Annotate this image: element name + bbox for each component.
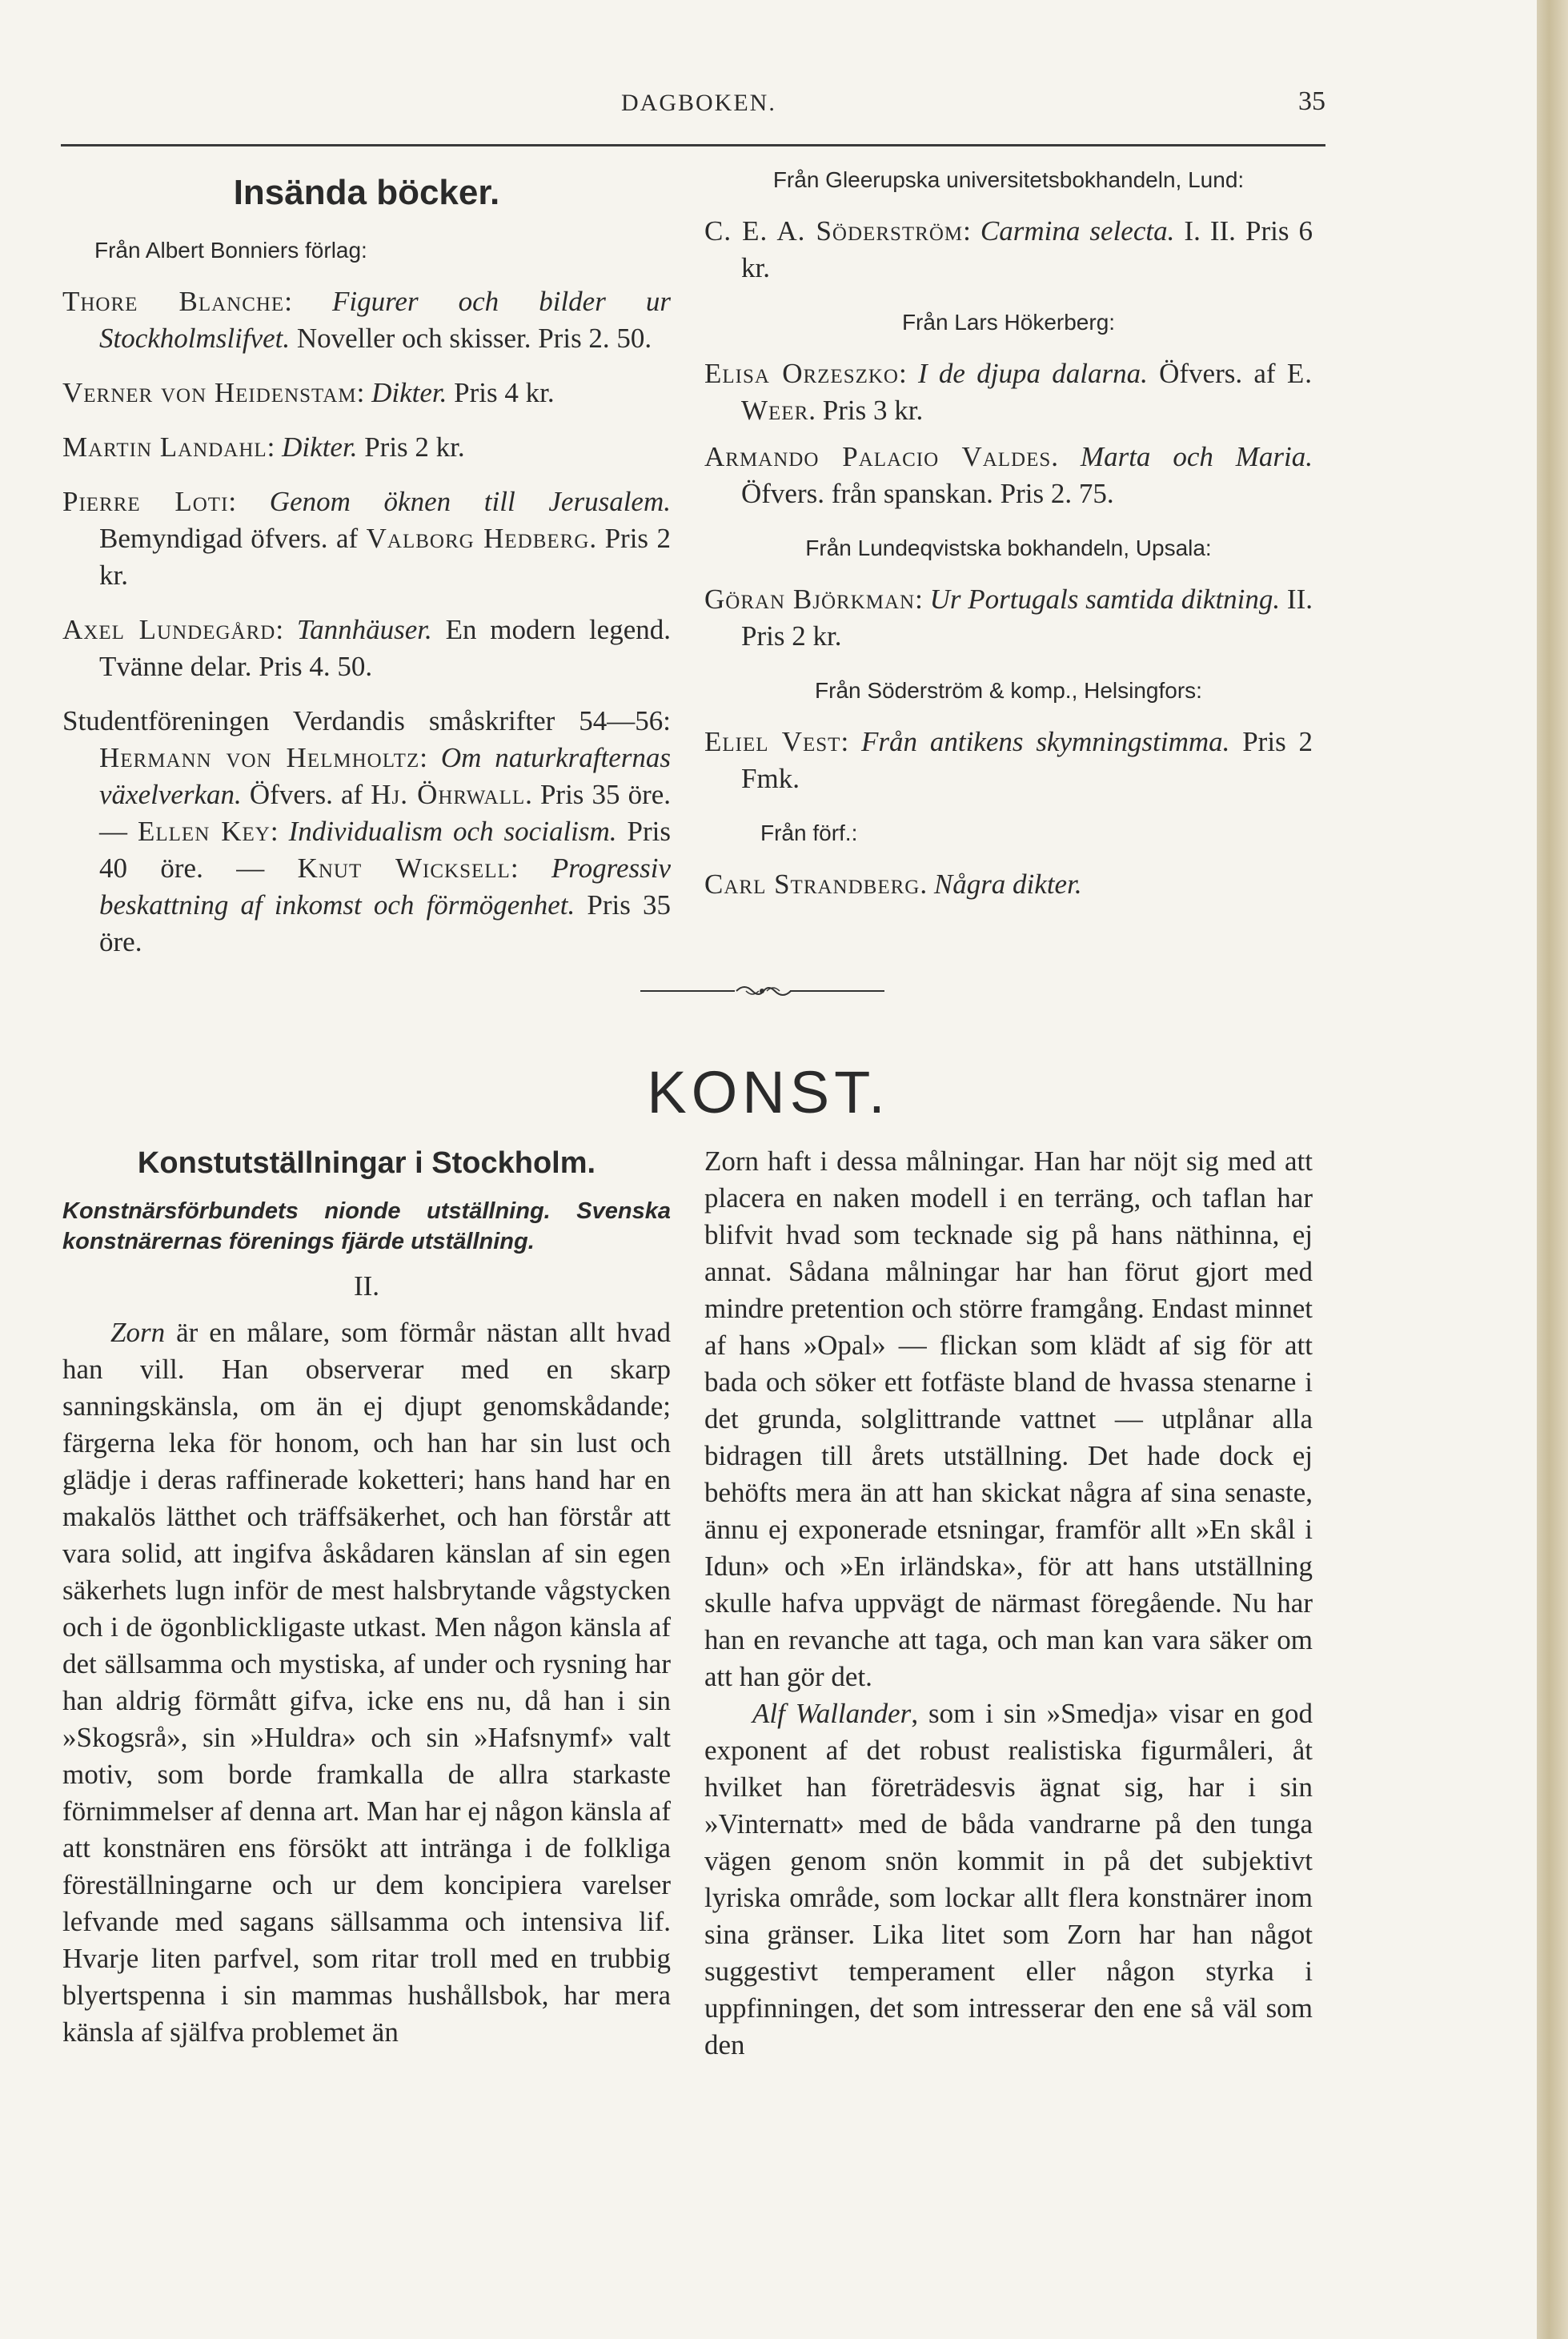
author-name: Thore Blanche bbox=[62, 286, 285, 317]
book-entry: Verner von Heidenstam: Dikter. Pris 4 kr. bbox=[62, 377, 555, 408]
book-entry: Carl Strandberg. Några dikter. bbox=[704, 869, 1082, 900]
artist-name: Zorn bbox=[110, 1317, 166, 1348]
publisher-source: Från Söderström & komp., Helsingfors: bbox=[815, 678, 1202, 703]
publisher-source: Från Lundeqvistska bokhandeln, Upsala: bbox=[805, 536, 1212, 560]
right-column bbox=[704, 162, 1313, 921]
book-title: Dikter. bbox=[371, 377, 447, 408]
artist-name: Alf Wallander bbox=[752, 1698, 912, 1729]
page-header bbox=[61, 80, 1325, 146]
page-number: 35 bbox=[1298, 86, 1325, 116]
book-entry: Elisa Orzeszko: I de djupa dalarna. Öfvers. af E. Weer. Pris 3 kr. bbox=[704, 358, 1313, 426]
author-name: Verner von Heidenstam bbox=[62, 377, 357, 408]
left-column bbox=[62, 175, 671, 978]
book-title: Dikter. bbox=[282, 431, 358, 463]
book-title: Genom öknen till Jerusalem. bbox=[269, 486, 671, 517]
book-title: Figurer och bilder ur Stockholmslifvet. bbox=[99, 286, 671, 354]
author-name: Martin Landahl bbox=[62, 431, 267, 463]
book-entry: Göran Björkman: Ur Portugals samtida diktning. II. Pris 2 kr. bbox=[704, 584, 1313, 652]
book-entry: Pierre Loti: Genom öknen till Jerusalem. Bemyndigad öfvers. af Valborg Hedberg. Pris 2 kr. bbox=[62, 486, 671, 591]
book-entry: Armando Palacio Valdes. Marta och Maria. Öfvers. från spanskan. Pris 2. 75. bbox=[704, 441, 1313, 509]
ornamental-divider bbox=[640, 981, 884, 1001]
article-paragraph: Alf Wallander, som i sin »Smedja» visar en god exponent af det robust realistiska figurmåleri, åt hvilket han företrädesvis ägnat sig, har i sin »Vinternatt» med de båda vandrarne på den tunga vägen genom snön kommit in på det subjektivt lyriska område, som lockar allt flera konstnärer inom sina gränser. Lika litet som Zorn har han något suggestivt temperament eller någon styrka i uppfinningen, det som intresserar den ene så väl som den bbox=[704, 1698, 1313, 2060]
binding-edge bbox=[1537, 0, 1568, 2339]
book-title: Tannhäuser. bbox=[296, 614, 432, 645]
article-column-left bbox=[62, 1145, 671, 2068]
article-column-right bbox=[704, 1143, 1313, 2081]
running-title: DAGBOKEN. bbox=[621, 90, 776, 116]
publisher-source: Från Albert Bonniers förlag: bbox=[94, 238, 367, 263]
publisher-source: Från förf.: bbox=[760, 820, 858, 845]
translator-name: Valborg Hedberg bbox=[366, 523, 590, 554]
section-heading: Insända böcker. bbox=[233, 173, 500, 212]
section-title: KONST. bbox=[647, 1059, 890, 1125]
publisher-source: Från Lars Hökerberg: bbox=[901, 310, 1116, 335]
verdandi-entry: Studentföreningen Verdandis småskrifter 54—56: Hermann von Helmholtz: Om naturkrafternas växelverkan. Öfvers. af Hj. Öhrwall. Pris 35 öre. — Ellen Key: Individualism och socialism. Pris 40 öre. — Knut Wicksell: Progressiv beskattning af inkomst och förmögenhet. Pris 35 öre. bbox=[62, 705, 672, 957]
book-entry: Axel Lundegård: Tannhäuser. En modern legend. Tvänne delar. Pris 4. 50. bbox=[62, 614, 671, 682]
article-subtitle: Konstnärsförbundets nionde utställning. Svenska konstnärernas förenings fjärde utställning. bbox=[62, 1198, 671, 1254]
book-entry: Martin Landahl: Dikter. Pris 2 kr. bbox=[62, 431, 465, 463]
book-entry: Thore Blanche: Figurer och bilder ur Stockholmslifvet. Noveller och skisser. Pris 2. 50. bbox=[62, 286, 671, 354]
article-paragraph: Zorn är en målare, som förmår nästan allt hvad han vill. Han observerar med en skarp sanningskänsla, om än ej djupt genomskådande; färgerna leka för honom, och han har sin lust och glädje i deras raffinerade koketteri; hans hand har en makalös lätthet och träffsäkerhet, och han förstår att vara solid, att ingifva åskådaren känslan af sin egen säkerhets lugn inför de mest halsbrytande vågstycken och i de ögonblickligaste utkast. Men någon känsla af det sällsamma och mystiska, af under och rysning har han aldrig förmått gifva, icke ens nu, då han i sin »Skogsrå», sin »Huldra» och sin »Hafsnymf» valt motiv, som borde framkalla de allra starkaste förnimmelser af denna art. Man har ej någon känsla af att konstnären ens försökt att intränga i de folkliga föreställningarne och ur dem koncipiera varelser lefvande med sagans sällsamma och intensiva lif. Hvarje liten parfvel, som ritar troll med en trubbig blyertspenna i sin mammas hushållsbok, har mera känsla af själfva problemet än bbox=[62, 1317, 671, 2048]
book-entry: C. E. A. Söderström: Carmina selecta. I. II. Pris 6 kr. bbox=[704, 215, 1313, 283]
author-name: Pierre Loti bbox=[62, 486, 229, 517]
book-entry: Eliel Vest: Från antikens skymningstimma. Pris 2 Fmk. bbox=[704, 726, 1313, 794]
publisher-source: Från Gleerupska universitetsbokhandeln, Lund: bbox=[772, 167, 1245, 192]
part-number: II. bbox=[353, 1270, 380, 1302]
author-name: Axel Lundegård bbox=[62, 614, 276, 645]
article-title: Konstutställningar i Stockholm. bbox=[137, 1146, 596, 1180]
article-paragraph: Zorn haft i dessa målningar. Han har nöjt sig med att placera en naken modell i en terräng, och taflan har blifvit hvad som tecknade sig på hans näthinna, ej annat. Sådana målningar har han förut gjort med mindre pretention och större framgång. Endast minnet af hans »Opal» — flickan som klädt af sig för att bada och söker ett fotfäste bland de hvassa stenarne i det grunda, solglittrande vattnet — utplånar alla bidragen till årets utställning. Det hade dock ej behöfts mera än att han skickat några af sina senaste, ännu ej exponerade etsningar, framför allt »En skål i Idun» och »En irländska», för att hans utställning skulle hafva uppvägt de närmast föregående. Nu har han en revanche att taga, och man kan vara säker om att han gör det. bbox=[704, 1145, 1313, 1692]
